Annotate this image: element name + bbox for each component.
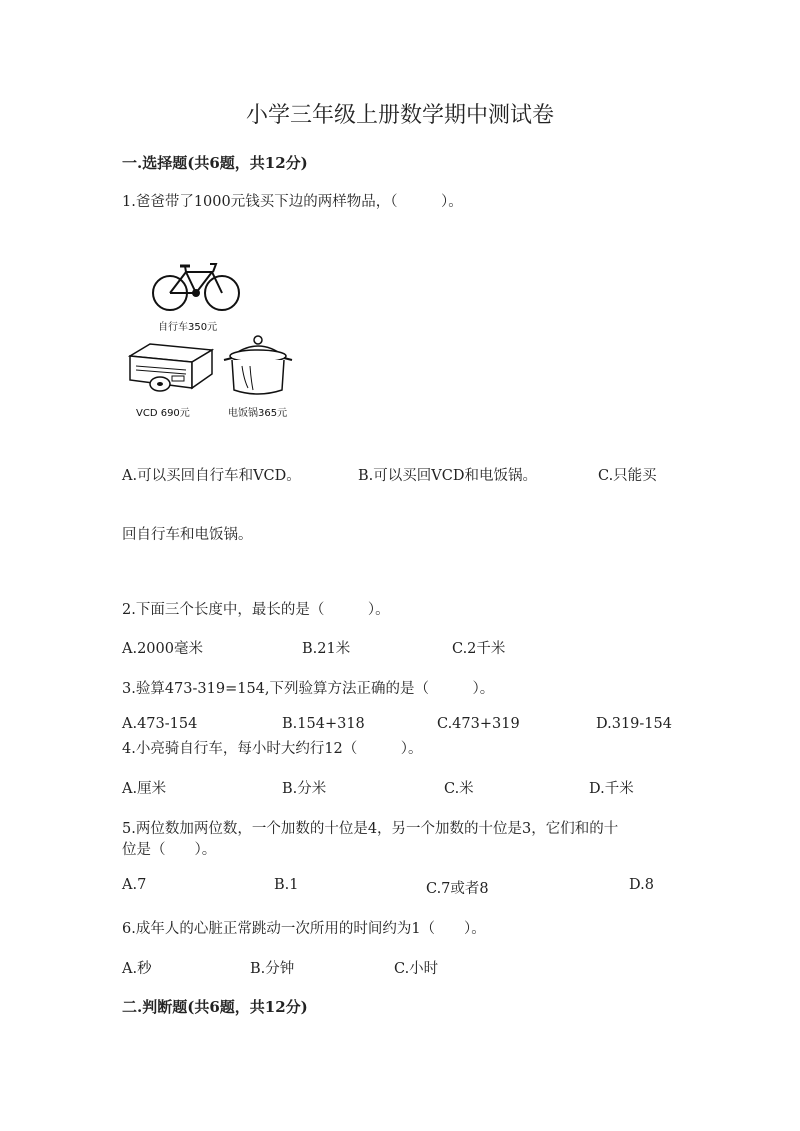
section-heading-true-false: 二.判断题(共6题，共12分) bbox=[122, 998, 308, 1016]
q1-option-c: C.只能买 bbox=[598, 468, 657, 484]
q4-option-c: C.米 bbox=[444, 781, 474, 797]
bicycle-image bbox=[150, 258, 244, 314]
q5-option-a: A.7 bbox=[122, 877, 147, 893]
q1-option-b: B.可以买回VCD和电饭锅。 bbox=[358, 468, 537, 484]
q6-option-b: B.分钟 bbox=[250, 961, 295, 977]
q4-option-d: D.千米 bbox=[589, 781, 634, 797]
q5-option-c: C.7或者8 bbox=[426, 881, 489, 897]
rice-cooker-image bbox=[222, 334, 294, 400]
question-5-continued: 位是（ ）。 bbox=[122, 842, 217, 858]
q4-option-a: A.厘米 bbox=[122, 781, 167, 797]
question-3: 3.验算473-319=154,下列验算方法正确的是（ ）。 bbox=[122, 681, 495, 697]
question-5: 5.两位数加两位数，一个加数的十位是4，另一个加数的十位是3，它们和的十 bbox=[122, 821, 619, 837]
q6-option-a: A.秒 bbox=[122, 961, 152, 977]
q5-option-b: B.1 bbox=[274, 877, 299, 893]
q2-option-a: A.2000毫米 bbox=[122, 641, 203, 657]
question-2: 2.下面三个长度中，最长的是（ ）。 bbox=[122, 602, 390, 618]
rice-cooker-price-label: 电饭锅365元 bbox=[228, 408, 288, 419]
q6-option-c: C.小时 bbox=[394, 961, 439, 977]
question-6: 6.成年人的心脏正常跳动一次所用的时间约为1（ ）。 bbox=[122, 921, 486, 937]
q2-option-c: C.2千米 bbox=[452, 641, 506, 657]
section-heading-choice: 一.选择题(共6题，共12分) bbox=[122, 154, 308, 172]
q2-option-b: B.21米 bbox=[302, 641, 351, 657]
q1-option-a: A.可以买回自行车和VCD。 bbox=[122, 468, 301, 484]
page-title: 小学三年级上册数学期中测试卷 bbox=[245, 103, 554, 128]
question-4: 4.小亮骑自行车，每小时大约行12（ ）。 bbox=[122, 741, 423, 757]
q3-option-a: A.473-154 bbox=[122, 716, 198, 732]
bicycle-price-label: 自行车350元 bbox=[158, 322, 218, 333]
q3-option-d: D.319-154 bbox=[596, 716, 672, 732]
q1-option-c-continued: 回自行车和电饭锅。 bbox=[122, 527, 253, 543]
q4-option-b: B.分米 bbox=[282, 781, 327, 797]
vcd-player-image bbox=[128, 340, 214, 398]
q5-option-d: D.8 bbox=[629, 877, 654, 893]
vcd-price-label: VCD 690元 bbox=[136, 408, 190, 419]
question-1: 1.爸爸带了1000元钱买下边的两样物品，（ ）。 bbox=[122, 194, 463, 210]
q3-option-b: B.154+318 bbox=[282, 716, 365, 732]
q3-option-c: C.473+319 bbox=[437, 716, 520, 732]
